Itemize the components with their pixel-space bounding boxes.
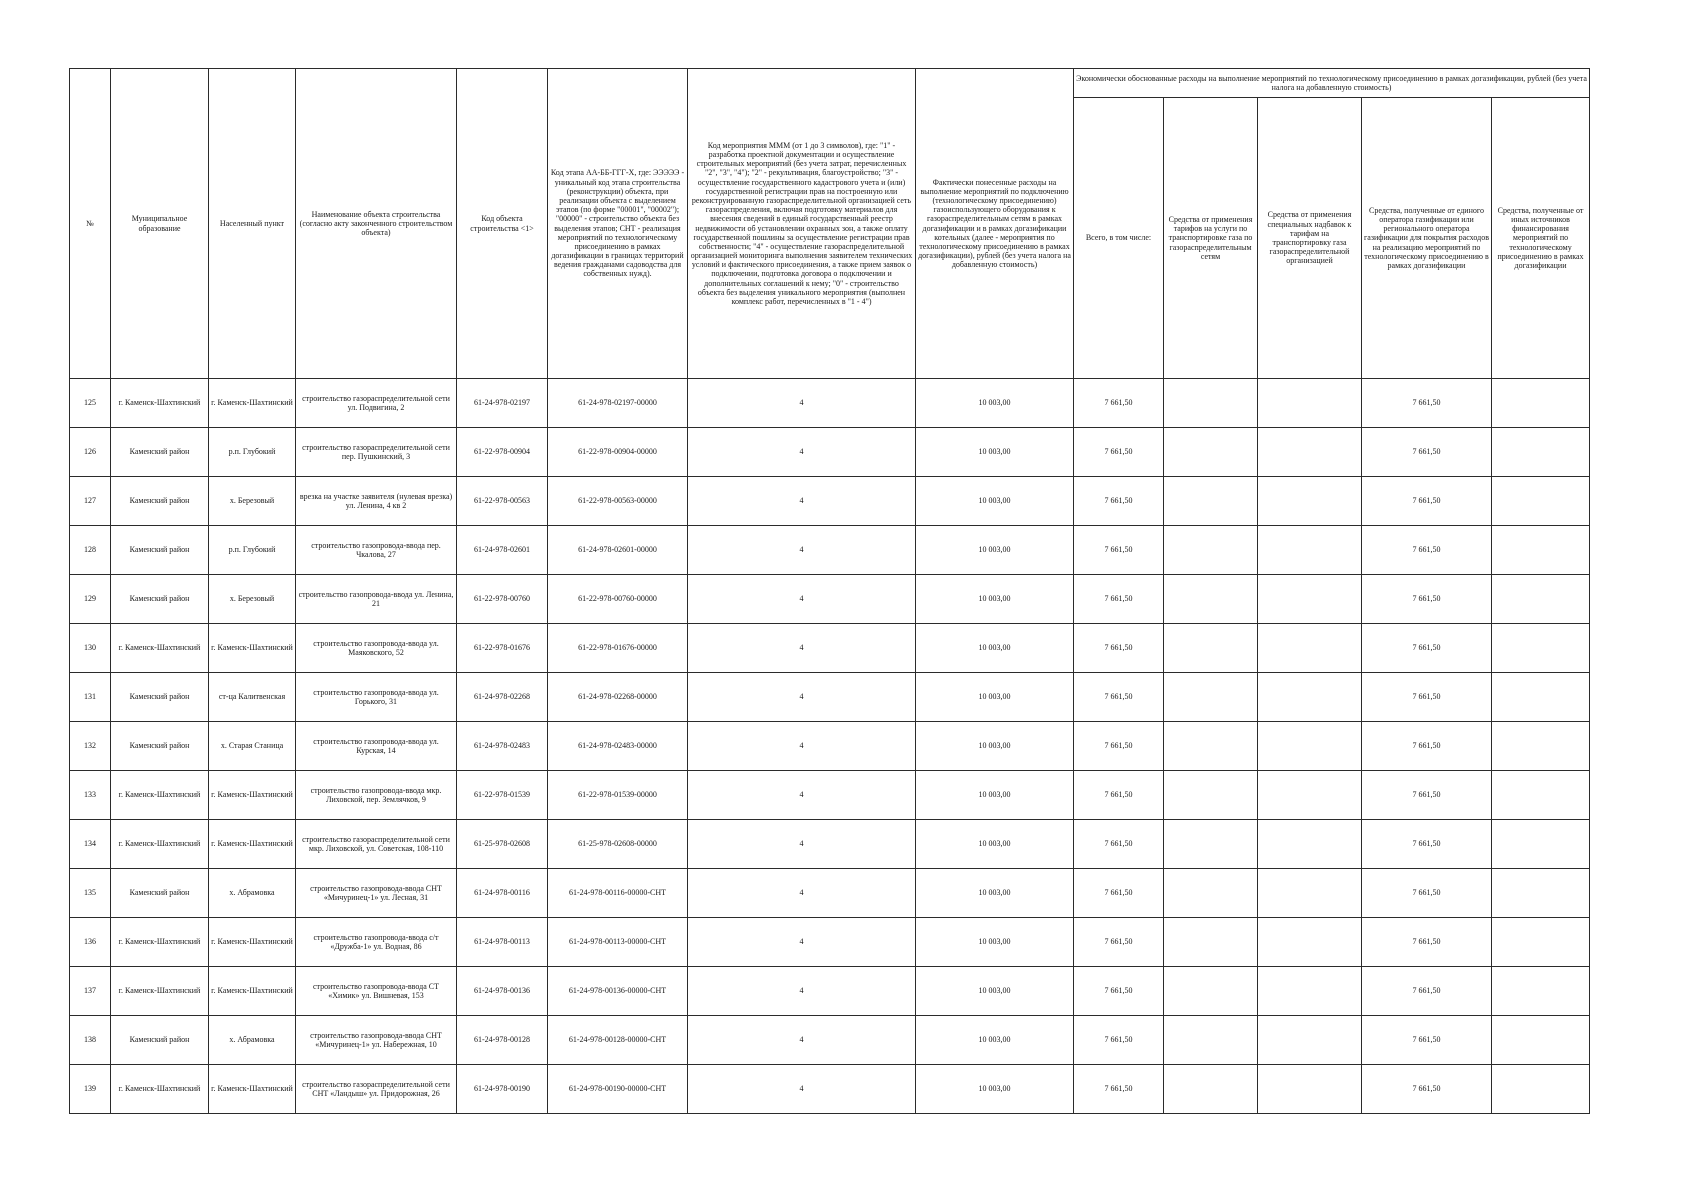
cell-settlement: г. Каменск-Шахтинский: [209, 379, 296, 428]
cell-total: 7 661,50: [1074, 575, 1164, 624]
cell-object-name: строительство газораспределительной сети пер. Пушкинский, 3: [296, 428, 457, 477]
cell-municipality: г. Каменск-Шахтинский: [111, 624, 209, 673]
cell-total: 7 661,50: [1074, 1065, 1164, 1114]
cell-operator-funds: 7 661,50: [1362, 526, 1492, 575]
cell-total: 7 661,50: [1074, 967, 1164, 1016]
cell-tariffs: [1164, 526, 1258, 575]
cell-settlement: х. Старая Станица: [209, 722, 296, 771]
cell-num: 125: [70, 379, 111, 428]
cell-actual-costs: 10 003,00: [916, 967, 1074, 1016]
cell-num: 131: [70, 673, 111, 722]
header-num: №: [70, 69, 111, 379]
cell-object-code: 61-24-978-02483: [457, 722, 548, 771]
cell-operator-funds: 7 661,50: [1362, 1016, 1492, 1065]
table-row: [70, 967, 1590, 1016]
table-row: [70, 722, 1590, 771]
cell-total: 7 661,50: [1074, 1016, 1164, 1065]
cell-event-code: 4: [688, 722, 916, 771]
cell-operator-funds: 7 661,50: [1362, 477, 1492, 526]
cell-num: 138: [70, 1016, 111, 1065]
header-stage-code: Код этапа АА-ББ-ГГГ-Х, где: ЭЭЭЭЭ - уникальный код этапа строительства (реконструкции) объекта, при реализации объекта с выделением этапов (по форме "00001", "00002"); "00000" - строительство объекта без выделения этапов; СНТ - реализация мероприятий по технологическому присоединению в рамках догазификации в границах территорий ведения гражданами садоводства для собственных нужд).: [548, 69, 688, 379]
cell-num: 139: [70, 1065, 111, 1114]
table-row: [70, 526, 1590, 575]
cell-event-code: 4: [688, 624, 916, 673]
cell-object-code: 61-24-978-00190: [457, 1065, 548, 1114]
table-row: [70, 869, 1590, 918]
cell-settlement: х. Абрамовка: [209, 1016, 296, 1065]
header-tariffs: Средства от применения тарифов на услуги по транспортировке газа по газораспределительным сетям: [1164, 98, 1258, 379]
cell-tariffs: [1164, 624, 1258, 673]
cell-object-name: строительство газораспределительной сети ул. Подвигина, 2: [296, 379, 457, 428]
cell-tariffs: [1164, 379, 1258, 428]
cell-municipality: г. Каменск-Шахтинский: [111, 1065, 209, 1114]
cell-num: 135: [70, 869, 111, 918]
cell-event-code: 4: [688, 673, 916, 722]
cell-surcharges: [1258, 526, 1362, 575]
table-row: [70, 477, 1590, 526]
cell-municipality: Каменский район: [111, 869, 209, 918]
header-object-name: Наименование объекта строительства (согласно акту законченного строительством объекта): [296, 69, 457, 379]
cell-actual-costs: 10 003,00: [916, 428, 1074, 477]
cell-settlement: г. Каменск-Шахтинский: [209, 820, 296, 869]
cell-object-name: строительство газопровода-ввода мкр. Лиховской, пер. Землячков, 9: [296, 771, 457, 820]
cell-tariffs: [1164, 771, 1258, 820]
cell-other-sources: [1492, 869, 1590, 918]
cell-tariffs: [1164, 1065, 1258, 1114]
cell-num: 132: [70, 722, 111, 771]
cell-event-code: 4: [688, 1016, 916, 1065]
cell-total: 7 661,50: [1074, 918, 1164, 967]
cell-object-name: строительство газопровода-ввода СТ «Химик» ул. Вишневая, 153: [296, 967, 457, 1016]
cell-municipality: Каменский район: [111, 526, 209, 575]
cell-stage-code: 61-24-978-00113-00000-СНТ: [548, 918, 688, 967]
cell-stage-code: 61-24-978-02601-00000: [548, 526, 688, 575]
header-event-code: Код мероприятия МММ (от 1 до 3 символов), где: "1" - разработка проектной документации и осуществление строительных мероприятий (без учета затрат, перечисленных "2", "3", "4"); "2" - рекультивация, благоустройство; "3" - осуществление государственного кадастрового учета и (или) государственной регистрации прав на построенную или реконструированную газораспределительной организацией сеть газораспределения, включая подготовку материалов для внесения сведений в единый государственный реестр недвижимости об установлении охранных зон, а также оплату государственной пошлины за осуществление регистрации прав собственности; "4" - осуществление газораспределительной организацией мониторинга выполнения заявителем технических условий и фактического присоединения, а также прием заявок о подключении, подготовка договора о подключении и дополнительных соглашений к нему; "0" - строительство объекта без выделения уникального мероприятия (выполнен комплекс работ, перечисленных в "1 - 4"): [688, 69, 916, 379]
cell-operator-funds: 7 661,50: [1362, 1065, 1492, 1114]
cell-settlement: р.п. Глубокий: [209, 428, 296, 477]
cell-tariffs: [1164, 673, 1258, 722]
table-row: [70, 379, 1590, 428]
table-row: [70, 428, 1590, 477]
table-row: [70, 575, 1590, 624]
cell-other-sources: [1492, 428, 1590, 477]
cell-tariffs: [1164, 428, 1258, 477]
cell-settlement: г. Каменск-Шахтинский: [209, 1065, 296, 1114]
header-total: Всего, в том числе:: [1074, 98, 1164, 379]
cell-event-code: 4: [688, 477, 916, 526]
cell-object-code: 61-24-978-02197: [457, 379, 548, 428]
header-surcharges: Средства от применения специальных надбавок к тарифам на транспортировку газа газораспределительной организацией: [1258, 98, 1362, 379]
cell-other-sources: [1492, 624, 1590, 673]
cell-event-code: 4: [688, 379, 916, 428]
cell-municipality: г. Каменск-Шахтинский: [111, 820, 209, 869]
cell-stage-code: 61-22-978-00760-00000: [548, 575, 688, 624]
cell-object-code: 61-24-978-02601: [457, 526, 548, 575]
cell-object-name: строительство газораспределительной сети мкр. Лиховской, ул. Советская, 108-110: [296, 820, 457, 869]
cell-num: 137: [70, 967, 111, 1016]
cell-other-sources: [1492, 575, 1590, 624]
cell-other-sources: [1492, 722, 1590, 771]
cell-municipality: Каменский район: [111, 1016, 209, 1065]
cell-operator-funds: 7 661,50: [1362, 869, 1492, 918]
header-municipality: Муниципальное образование: [111, 69, 209, 379]
cell-total: 7 661,50: [1074, 673, 1164, 722]
cell-event-code: 4: [688, 771, 916, 820]
cell-stage-code: 61-22-978-00563-00000: [548, 477, 688, 526]
cell-actual-costs: 10 003,00: [916, 722, 1074, 771]
cell-object-name: строительство газопровода-ввода с/т «Дружба-1» ул. Водная, 86: [296, 918, 457, 967]
cell-surcharges: [1258, 722, 1362, 771]
cell-municipality: Каменский район: [111, 722, 209, 771]
cell-object-code: 61-25-978-02608: [457, 820, 548, 869]
cell-stage-code: 61-22-978-00904-00000: [548, 428, 688, 477]
cell-num: 128: [70, 526, 111, 575]
cell-num: 133: [70, 771, 111, 820]
cell-operator-funds: 7 661,50: [1362, 379, 1492, 428]
cell-object-name: врезка на участке заявителя (нулевая врезка) ул. Ленина, 4 кв 2: [296, 477, 457, 526]
cell-stage-code: 61-25-978-02608-00000: [548, 820, 688, 869]
cell-event-code: 4: [688, 869, 916, 918]
cell-total: 7 661,50: [1074, 869, 1164, 918]
cell-object-code: 61-24-978-02268: [457, 673, 548, 722]
cell-stage-code: 61-24-978-00116-00000-СНТ: [548, 869, 688, 918]
cell-operator-funds: 7 661,50: [1362, 918, 1492, 967]
cell-operator-funds: 7 661,50: [1362, 673, 1492, 722]
cell-event-code: 4: [688, 967, 916, 1016]
cell-settlement: г. Каменск-Шахтинский: [209, 967, 296, 1016]
cell-stage-code: 61-22-978-01676-00000: [548, 624, 688, 673]
cell-surcharges: [1258, 869, 1362, 918]
cell-actual-costs: 10 003,00: [916, 526, 1074, 575]
cell-settlement: г. Каменск-Шахтинский: [209, 918, 296, 967]
cell-object-name: строительство газопровода-ввода ул. Горького, 31: [296, 673, 457, 722]
header-settlement: Населенный пункт: [209, 69, 296, 379]
cell-settlement: х. Абрамовка: [209, 869, 296, 918]
cell-num: 127: [70, 477, 111, 526]
cell-num: 134: [70, 820, 111, 869]
cell-actual-costs: 10 003,00: [916, 1065, 1074, 1114]
cell-settlement: г. Каменск-Шахтинский: [209, 624, 296, 673]
cell-operator-funds: 7 661,50: [1362, 575, 1492, 624]
cell-settlement: г. Каменск-Шахтинский: [209, 771, 296, 820]
cell-municipality: г. Каменск-Шахтинский: [111, 379, 209, 428]
cell-other-sources: [1492, 967, 1590, 1016]
cell-object-code: 61-22-978-01676: [457, 624, 548, 673]
cell-actual-costs: 10 003,00: [916, 624, 1074, 673]
cell-settlement: х. Березовый: [209, 477, 296, 526]
cell-stage-code: 61-24-978-00136-00000-СНТ: [548, 967, 688, 1016]
cell-stage-code: 61-24-978-02483-00000: [548, 722, 688, 771]
cell-actual-costs: 10 003,00: [916, 575, 1074, 624]
cell-municipality: г. Каменск-Шахтинский: [111, 967, 209, 1016]
cell-other-sources: [1492, 477, 1590, 526]
cell-surcharges: [1258, 771, 1362, 820]
cell-tariffs: [1164, 1016, 1258, 1065]
header-economic-group: Экономически обоснованные расходы на выполнение мероприятий по технологическому присоединению в рамках догазификации, рублей (без учета налога на добавленную стоимость): [1074, 69, 1590, 98]
cell-surcharges: [1258, 1016, 1362, 1065]
cell-other-sources: [1492, 526, 1590, 575]
header-object-code: Код объекта строительства <1>: [457, 69, 548, 379]
table-row: [70, 673, 1590, 722]
cell-other-sources: [1492, 1016, 1590, 1065]
cell-event-code: 4: [688, 575, 916, 624]
cell-object-code: 61-22-978-00904: [457, 428, 548, 477]
cell-total: 7 661,50: [1074, 624, 1164, 673]
cell-tariffs: [1164, 918, 1258, 967]
cell-object-name: строительство газопровода-ввода СНТ «Мичуринец-1» ул. Лесная, 31: [296, 869, 457, 918]
cell-municipality: г. Каменск-Шахтинский: [111, 918, 209, 967]
header-operator-funds: Средства, полученные от единого оператора газификации или регионального оператора газификации для покрытия расходов на реализацию мероприятий по технологическому присоединению в рамках догазификации: [1362, 98, 1492, 379]
table-row: [70, 918, 1590, 967]
cell-surcharges: [1258, 428, 1362, 477]
table-body: [70, 379, 1590, 1114]
cell-operator-funds: 7 661,50: [1362, 771, 1492, 820]
cell-total: 7 661,50: [1074, 771, 1164, 820]
cell-total: 7 661,50: [1074, 722, 1164, 771]
cell-event-code: 4: [688, 1065, 916, 1114]
cell-settlement: р.п. Глубокий: [209, 526, 296, 575]
cell-other-sources: [1492, 379, 1590, 428]
cell-object-name: строительство газораспределительной сети СНТ «Ландыш» ул. Придорожная, 26: [296, 1065, 457, 1114]
cell-event-code: 4: [688, 526, 916, 575]
cell-tariffs: [1164, 575, 1258, 624]
cell-municipality: Каменский район: [111, 428, 209, 477]
cell-operator-funds: 7 661,50: [1362, 820, 1492, 869]
cell-surcharges: [1258, 379, 1362, 428]
table-row: [70, 1016, 1590, 1065]
cell-surcharges: [1258, 477, 1362, 526]
cell-operator-funds: 7 661,50: [1362, 624, 1492, 673]
cell-other-sources: [1492, 820, 1590, 869]
table-row: [70, 771, 1590, 820]
cell-object-code: 61-22-978-00760: [457, 575, 548, 624]
table-row: [70, 624, 1590, 673]
cell-stage-code: 61-24-978-02268-00000: [548, 673, 688, 722]
cell-event-code: 4: [688, 820, 916, 869]
cell-object-code: 61-24-978-00116: [457, 869, 548, 918]
cell-object-code: 61-24-978-00128: [457, 1016, 548, 1065]
cell-operator-funds: 7 661,50: [1362, 967, 1492, 1016]
cell-other-sources: [1492, 673, 1590, 722]
cell-actual-costs: 10 003,00: [916, 869, 1074, 918]
cell-actual-costs: 10 003,00: [916, 771, 1074, 820]
gasification-costs-table: [69, 68, 1590, 1114]
cell-object-name: строительство газопровода-ввода ул. Курская, 14: [296, 722, 457, 771]
cell-object-code: 61-24-978-00113: [457, 918, 548, 967]
cell-total: 7 661,50: [1074, 526, 1164, 575]
cell-surcharges: [1258, 673, 1362, 722]
cell-actual-costs: 10 003,00: [916, 820, 1074, 869]
cell-actual-costs: 10 003,00: [916, 1016, 1074, 1065]
cell-event-code: 4: [688, 918, 916, 967]
cell-municipality: Каменский район: [111, 575, 209, 624]
cell-object-name: строительство газопровода-ввода пер. Чкалова, 27: [296, 526, 457, 575]
header-other-sources: Средства, полученные от иных источников финансирования мероприятий по технологическому присоединению в рамках догазификации: [1492, 98, 1590, 379]
cell-tariffs: [1164, 967, 1258, 1016]
table-row: [70, 1065, 1590, 1114]
cell-total: 7 661,50: [1074, 428, 1164, 477]
cell-stage-code: 61-24-978-02197-00000: [548, 379, 688, 428]
cell-tariffs: [1164, 869, 1258, 918]
cell-num: 130: [70, 624, 111, 673]
cell-surcharges: [1258, 820, 1362, 869]
cell-other-sources: [1492, 918, 1590, 967]
cell-stage-code: 61-24-978-00128-00000-СНТ: [548, 1016, 688, 1065]
cell-actual-costs: 10 003,00: [916, 918, 1074, 967]
cell-total: 7 661,50: [1074, 477, 1164, 526]
cell-operator-funds: 7 661,50: [1362, 722, 1492, 771]
cell-other-sources: [1492, 771, 1590, 820]
table-row: [70, 820, 1590, 869]
cell-tariffs: [1164, 477, 1258, 526]
cell-stage-code: 61-22-978-01539-00000: [548, 771, 688, 820]
cell-object-name: строительство газопровода-ввода ул. Маяковского, 52: [296, 624, 457, 673]
cell-tariffs: [1164, 722, 1258, 771]
cell-surcharges: [1258, 967, 1362, 1016]
cell-other-sources: [1492, 1065, 1590, 1114]
cell-municipality: Каменский район: [111, 477, 209, 526]
cell-event-code: 4: [688, 428, 916, 477]
cell-object-name: строительство газопровода-ввода ул. Ленина, 21: [296, 575, 457, 624]
cell-actual-costs: 10 003,00: [916, 673, 1074, 722]
cell-settlement: х. Березовый: [209, 575, 296, 624]
cell-municipality: г. Каменск-Шахтинский: [111, 771, 209, 820]
cell-tariffs: [1164, 820, 1258, 869]
cell-surcharges: [1258, 624, 1362, 673]
cell-num: 126: [70, 428, 111, 477]
cell-object-code: 61-24-978-00136: [457, 967, 548, 1016]
cell-num: 129: [70, 575, 111, 624]
cell-actual-costs: 10 003,00: [916, 379, 1074, 428]
header-actual-costs: Фактически понесенные расходы на выполнение мероприятий по подключению (технологическому присоединению) газоиспользующего оборудования к газораспределительным сетям в рамках догазификации и в рамках догазификации котельных (далее - мероприятия по технологическому присоединению в рамках догазификации), рублей (без учета налога на добавленную стоимость): [916, 69, 1074, 379]
cell-object-code: 61-22-978-01539: [457, 771, 548, 820]
cell-surcharges: [1258, 918, 1362, 967]
cell-operator-funds: 7 661,50: [1362, 428, 1492, 477]
cell-surcharges: [1258, 575, 1362, 624]
cell-settlement: ст-ца Калитвенская: [209, 673, 296, 722]
cell-total: 7 661,50: [1074, 820, 1164, 869]
cell-surcharges: [1258, 1065, 1362, 1114]
cell-municipality: Каменский район: [111, 673, 209, 722]
cell-actual-costs: 10 003,00: [916, 477, 1074, 526]
cell-object-code: 61-22-978-00563: [457, 477, 548, 526]
cell-total: 7 661,50: [1074, 379, 1164, 428]
cell-num: 136: [70, 918, 111, 967]
cell-stage-code: 61-24-978-00190-00000-СНТ: [548, 1065, 688, 1114]
cell-object-name: строительство газопровода-ввода СНТ «Мичуринец-1» ул. Набережная, 10: [296, 1016, 457, 1065]
